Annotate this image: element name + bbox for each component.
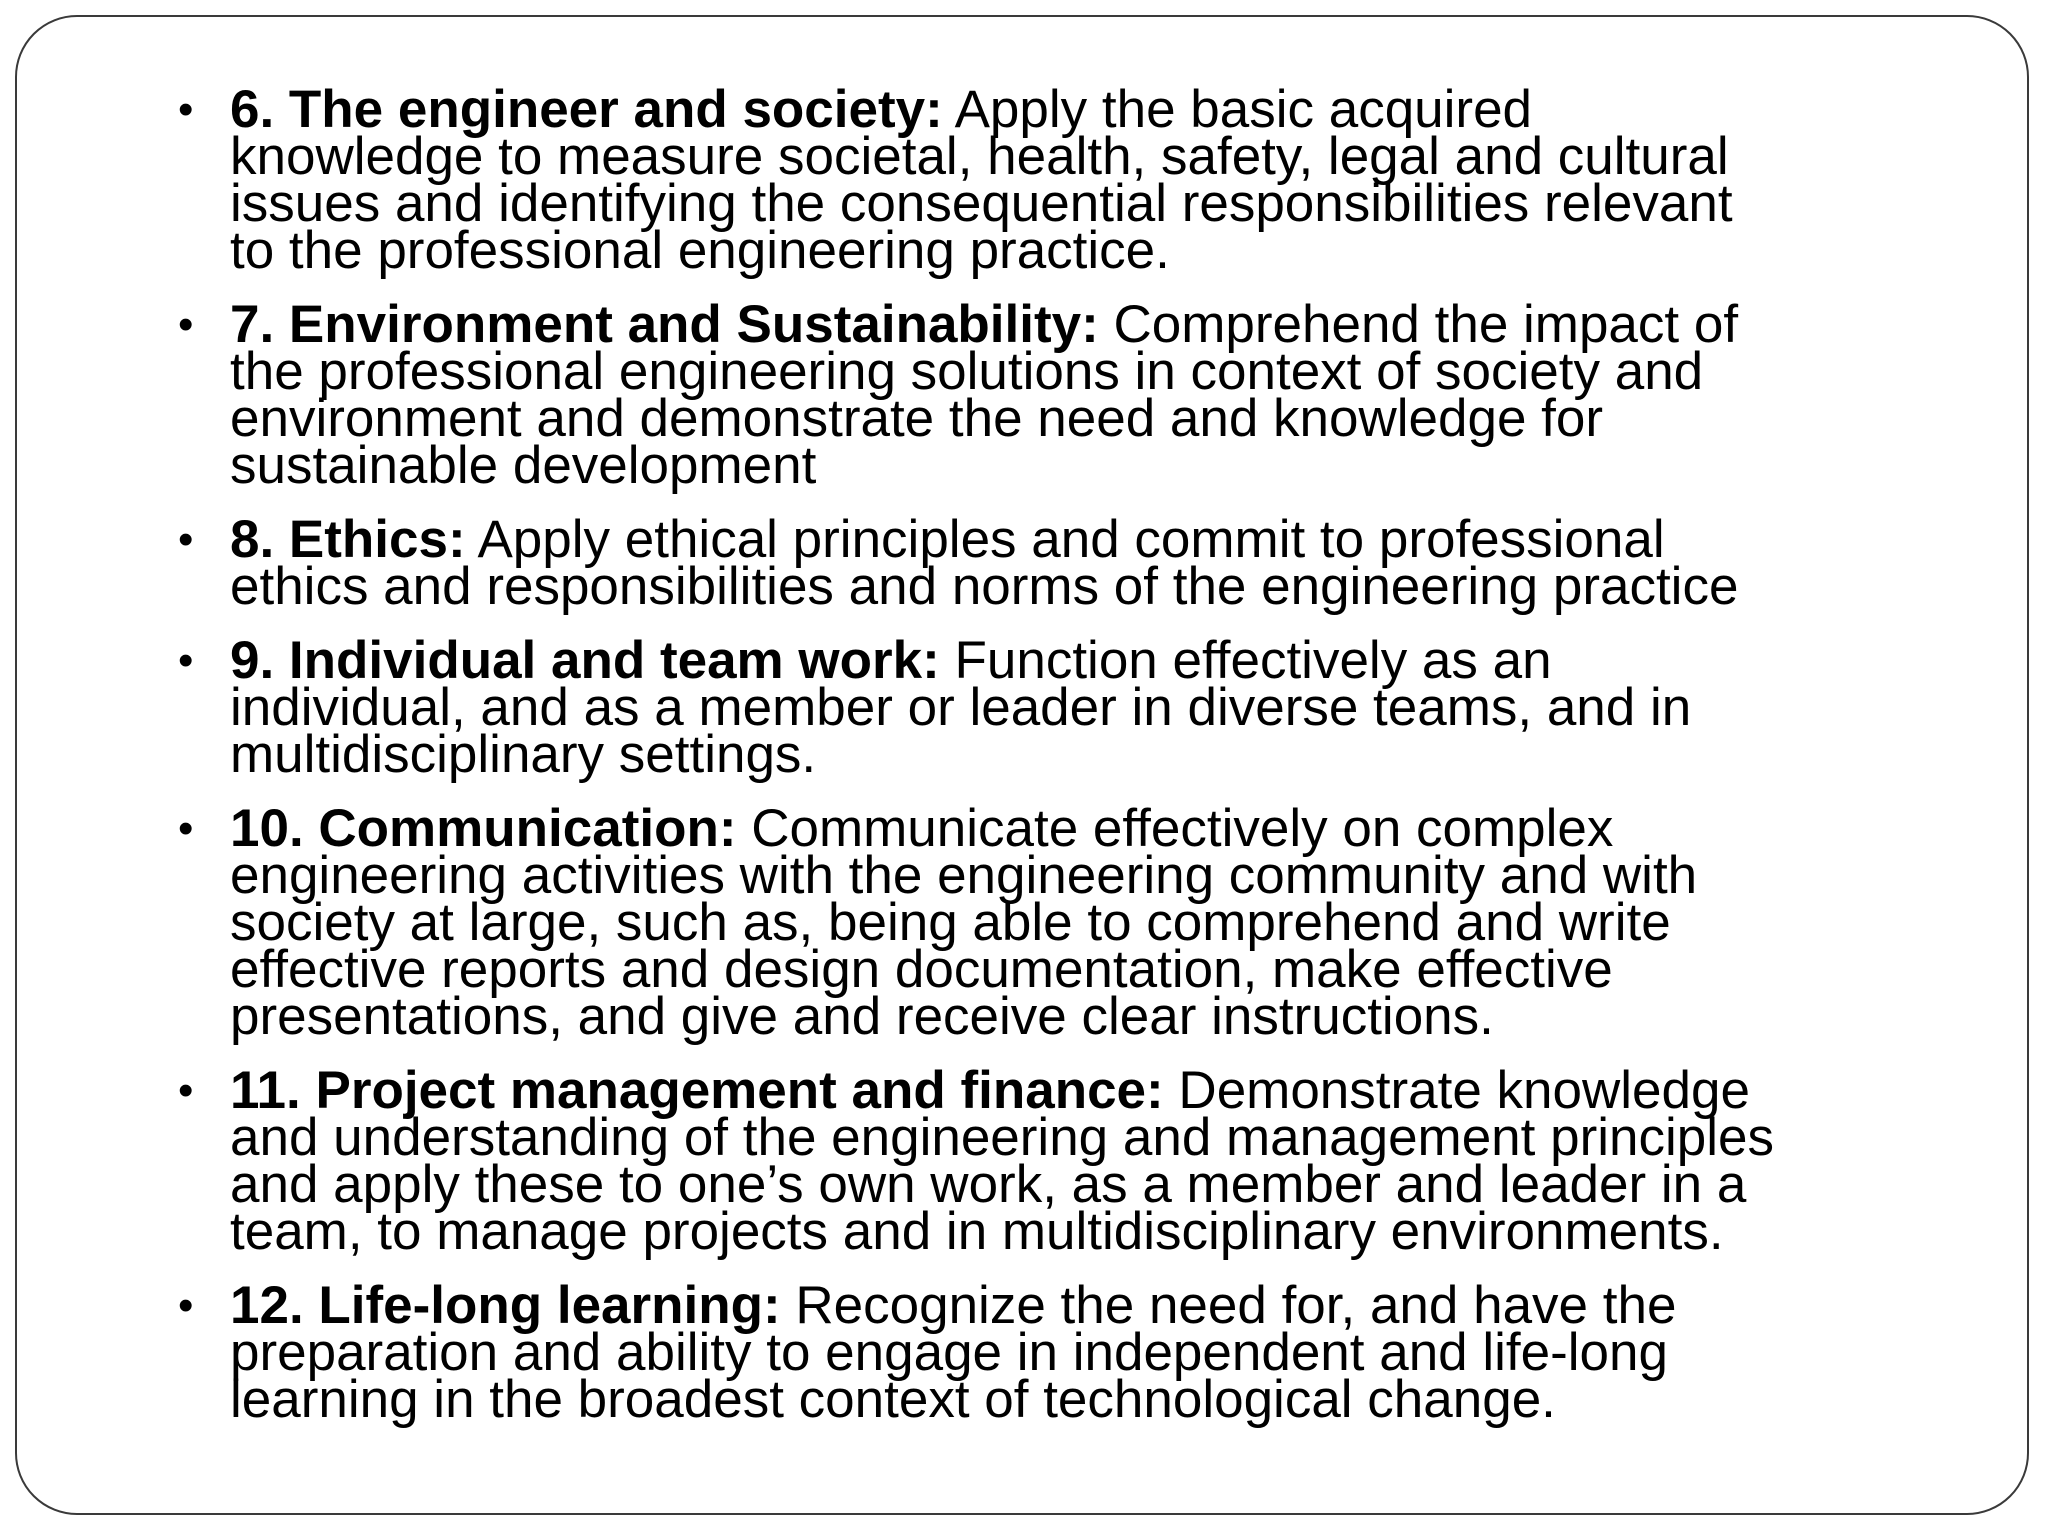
slide-content: [178, 80, 1918, 1429]
outcome-text: Communicate effectively on complex engineering activities with the engineering community and with society at large, such as, being able to comprehend and write effective reports and design documentation, make effective presentations, and give and receive clear instructions.: [230, 799, 1698, 1046]
outcome-title: 6. The engineer and society:: [230, 80, 943, 139]
outcome-title: 12. Life-long learning:: [230, 1276, 781, 1335]
outcome-text: Recognize the need for, and have the preparation and ability to engage in independent and life-long learning in the broadest context of technological change.: [230, 1276, 1677, 1429]
outcome-item-12: [178, 1276, 1918, 1429]
outcome-item-11: [178, 1061, 1918, 1261]
outcome-text: Demonstrate knowledge and understanding of the engineering and management principles and apply these to one’s own work, as a member and leader in a team, to manage projects and in multidisciplinary environments.: [230, 1061, 1774, 1261]
bullet-icon: •: [178, 1066, 194, 1115]
outcome-item-9: [178, 631, 1918, 784]
outcome-title: 9. Individual and team work:: [230, 631, 940, 690]
outcome-item-7: [178, 295, 1918, 495]
outcome-text: Apply the basic acquired knowledge to measure societal, health, safety, legal and cultural issues and identifying the consequential responsibilities relevant to the professional engineering practice.: [230, 80, 1733, 280]
bullet-icon: •: [178, 85, 194, 134]
outcome-item-8: [178, 510, 1918, 616]
bullet-icon: •: [178, 804, 194, 853]
outcome-title: 11. Project management and finance:: [230, 1061, 1164, 1120]
outcome-title: 7. Environment and Sustainability:: [230, 295, 1099, 354]
bullet-icon: •: [178, 515, 194, 564]
bullet-icon: •: [178, 1281, 194, 1330]
outcome-text: Apply ethical principles and commit to professional ethics and responsibilities and norms of the engineering practice: [230, 510, 1739, 616]
outcome-text: Function effectively as an individual, and as a member or leader in diverse teams, and in multidisciplinary settings.: [230, 631, 1692, 784]
outcome-item-6: [178, 80, 1918, 280]
outcome-text: Comprehend the impact of the professional engineering solutions in context of society and environment and demonstrate the need and knowledge for sustainable development: [230, 295, 1739, 495]
outcome-item-10: [178, 799, 1918, 1046]
outcomes-list: [178, 80, 1918, 1429]
outcome-title: 8. Ethics:: [230, 510, 466, 569]
bullet-icon: •: [178, 636, 194, 685]
outcome-title: 10. Communication:: [230, 799, 737, 858]
bullet-icon: •: [178, 300, 194, 349]
